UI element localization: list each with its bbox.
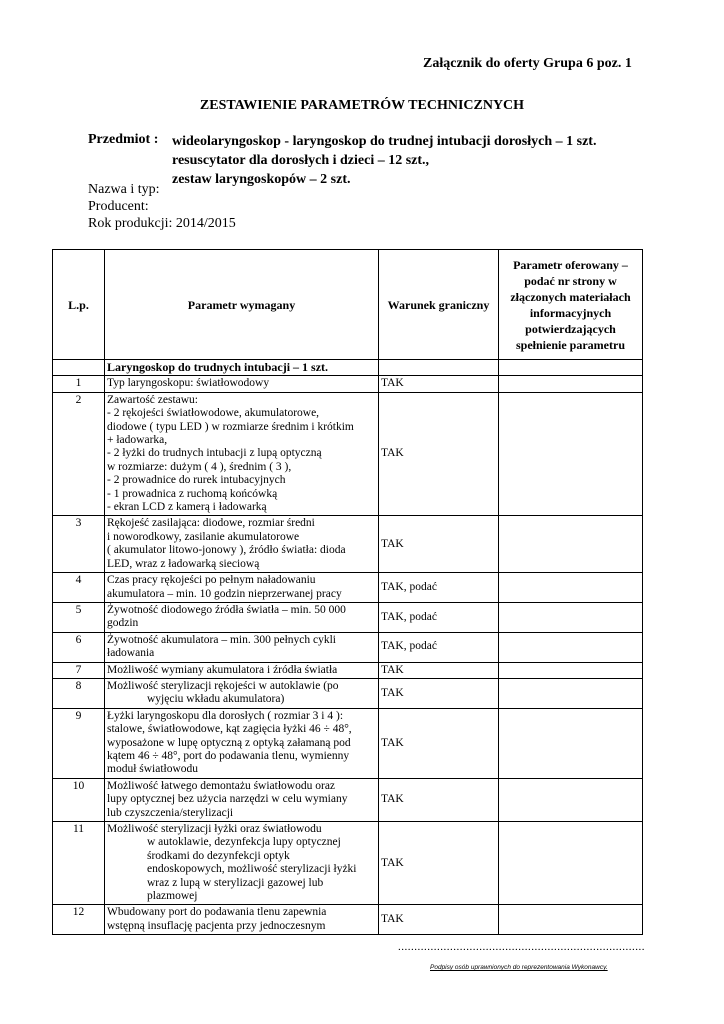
row-offered[interactable] [499,708,643,778]
row-parameter [105,662,379,678]
parameter-line: diodowe ( typu LED ) w rozmiarze średnim i krótkim [107,420,354,433]
row-parameter [105,573,379,603]
row-offered[interactable] [499,778,643,821]
section-lp [53,360,105,376]
producer-label: Producent: [88,199,149,214]
name-type-label: Nazwa i typ: [88,182,160,197]
row-offered[interactable] [499,573,643,603]
parameter-line: Łyżki laryngoskopu dla dorosłych ( rozmiar 3 i 4 ): [107,709,344,722]
parameter-line: moduł światłowodu [107,763,199,776]
row-condition: TAK, podać [379,573,499,603]
parameter-line: endoskopowych, możliwość sterylizacji łyżki [147,863,357,876]
row-parameter [105,708,379,778]
row-number: 1 [53,376,105,392]
row-offered[interactable] [499,905,643,935]
parameter-line: Typ laryngoskopu: światłowodowy [107,377,270,390]
table-row [53,822,643,905]
table-row [53,778,643,821]
parameter-line: Możliwość łatwego demontażu światłowodu oraz [107,779,336,792]
row-condition: TAK [379,678,499,708]
row-offered[interactable] [499,392,643,516]
parameter-line: LED, wraz z ładowarką sieciową [107,557,260,570]
row-parameter [105,905,379,935]
parameters-table [52,249,643,935]
row-condition: TAK, podać [379,632,499,662]
parameter-line: Możliwość wymiany akumulatora i źródła światła [107,663,338,676]
row-offered[interactable] [499,516,643,573]
row-offered[interactable] [499,822,643,905]
section-offered [499,360,643,376]
table-header-row [53,250,643,360]
subject-lines [172,132,596,189]
parameter-line: lub czyszczenia/sterylizacji [107,806,234,819]
row-condition: TAK [379,708,499,778]
table-row [53,392,643,516]
subject-label: Przedmiot : [88,132,159,147]
parameter-line: wyposażone w lupę optyczną z optyką załamaną pod [107,736,351,749]
table-row [53,573,643,603]
subject-line: resuscytator dla dorosłych i dzieci – 12 szt., [172,153,430,168]
row-number: 4 [53,573,105,603]
parameter-line: ładowania [107,647,155,660]
row-number: 5 [53,602,105,632]
parameter-line: środkami do dezynfekcji optyk [147,849,290,862]
row-parameter [105,778,379,821]
attachment-label: Załącznik do oferty Grupa 6 poz. 1 [423,56,632,71]
parameter-line: Wbudowany port do podawania tlenu zapewnia [107,906,327,919]
row-condition: TAK [379,905,499,935]
table-row [53,905,643,935]
parameter-line: plazmowej [147,890,198,903]
row-number: 7 [53,662,105,678]
table-row [53,516,643,573]
row-number: 8 [53,678,105,708]
table-row [53,662,643,678]
parameter-line: Czas pracy rękojeści po pełnym naładowaniu [107,574,316,587]
parameter-line: Rękojeść zasilająca: diodowe, rozmiar średni [107,517,315,530]
document-title: ZESTAWIENIE PARAMETRÓW TECHNICZNYCH [199,98,525,113]
row-condition: TAK, podać [379,602,499,632]
table-row [53,678,643,708]
parameter-line: wyjęciu wkładu akumulatora) [147,693,285,706]
row-condition: TAK [379,376,499,392]
row-number: 10 [53,778,105,821]
row-condition: TAK [379,662,499,678]
row-condition: TAK [379,516,499,573]
parameter-line: i noworodkowy, zasilanie akumulatorowe [107,530,300,543]
row-condition: TAK [379,822,499,905]
table-row [53,632,643,662]
row-number: 9 [53,708,105,778]
parameter-line: lupy optycznej bez użycia narzędzi w celu wymiany [107,793,348,806]
row-parameter [105,392,379,516]
table-row [53,602,643,632]
header-condition: Warunek graniczny [379,250,499,360]
parameter-line: ( akumulator litowo-jonowy ), źródło światła: dioda [107,544,346,557]
section-title: Laryngoskop do trudnych intubacji – 1 szt. [105,360,379,376]
row-condition: TAK [379,778,499,821]
parameter-line: - 1 prowadnica z ruchomą końcówką [107,487,278,500]
parameter-line: - 2 łyżki do trudnych intubacji z lupą optyczną [107,447,322,460]
row-parameter [105,516,379,573]
parameter-line: godzin [107,617,139,630]
signature-line: ............................................................................ [398,941,645,953]
parameter-line: - 2 prowadnice do rurek intubacyjnych [107,474,286,487]
row-parameter [105,602,379,632]
row-offered[interactable] [499,632,643,662]
row-number: 3 [53,516,105,573]
row-offered[interactable] [499,376,643,392]
parameter-line: - ekran LCD z kamerą i ładowarką [107,501,267,514]
section-row [53,360,643,376]
row-condition: TAK [379,392,499,516]
row-number: 11 [53,822,105,905]
row-offered[interactable] [499,602,643,632]
parameter-line: wraz z lupą w sterylizacji gazowej lub [147,876,324,889]
row-number: 2 [53,392,105,516]
parameter-line: akumulatora – min. 10 godzin nieprzerwanej pracy [107,587,342,600]
row-parameter [105,376,379,392]
table-row [53,708,643,778]
header-param: Parametr wymagany [105,250,379,360]
row-parameter [105,632,379,662]
production-year: Rok produkcji: 2014/2015 [88,216,236,231]
row-offered[interactable] [499,678,643,708]
row-parameter [105,678,379,708]
parameter-line: Żywotność diodowego źródła światła – min. 50 000 [107,603,346,616]
header-lp: L.p. [53,250,105,360]
parameter-line: Żywotność akumulatora – min. 300 pełnych cykli [107,633,336,646]
parameter-line: w rozmiarze: dużym ( 4 ), średnim ( 3 ), [107,460,292,473]
row-parameter [105,822,379,905]
parameter-line: stalowe, światłowodowe, kąt zagięcia łyżki 46 ÷ 48°, [107,723,352,736]
subject-line: wideolaryngoskop - laryngoskop do trudnej intubacji dorosłych – 1 szt. [172,134,597,149]
parameter-line: Możliwość sterylizacji rękojeści w autoklawie (po [107,679,339,692]
parameter-line: - 2 rękojeści światłowodowe, akumulatorowe, [107,407,320,420]
parameter-line: Możliwość sterylizacji łyżki oraz światłowodu [107,823,322,835]
parameter-line: w autoklawie, dezynfekcja lupy optycznej [147,836,341,849]
parameter-line: kątem 46 ÷ 48°, port do podawania tlenu, wymienny [107,749,350,762]
row-number: 12 [53,905,105,935]
subject-line: zestaw laryngoskopów – 2 szt. [172,172,351,187]
parameter-line: + ładowarka, [107,434,168,447]
signature-note: Podpisy osób uprawnionych do reprezentowania Wykonawcy. [430,964,608,971]
parameter-line: wstępną insuflację pacjenta przy jednoczesnym [107,919,326,932]
section-cond [379,360,499,376]
parameter-line: Zawartość zestawu: [107,393,199,406]
header-offered: Parametr oferowany – podać nr strony w złączonych materiałach informacyjnych potwierdzających spełnienie parametru [499,250,643,360]
row-offered[interactable] [499,662,643,678]
row-number: 6 [53,632,105,662]
table-row [53,376,643,392]
